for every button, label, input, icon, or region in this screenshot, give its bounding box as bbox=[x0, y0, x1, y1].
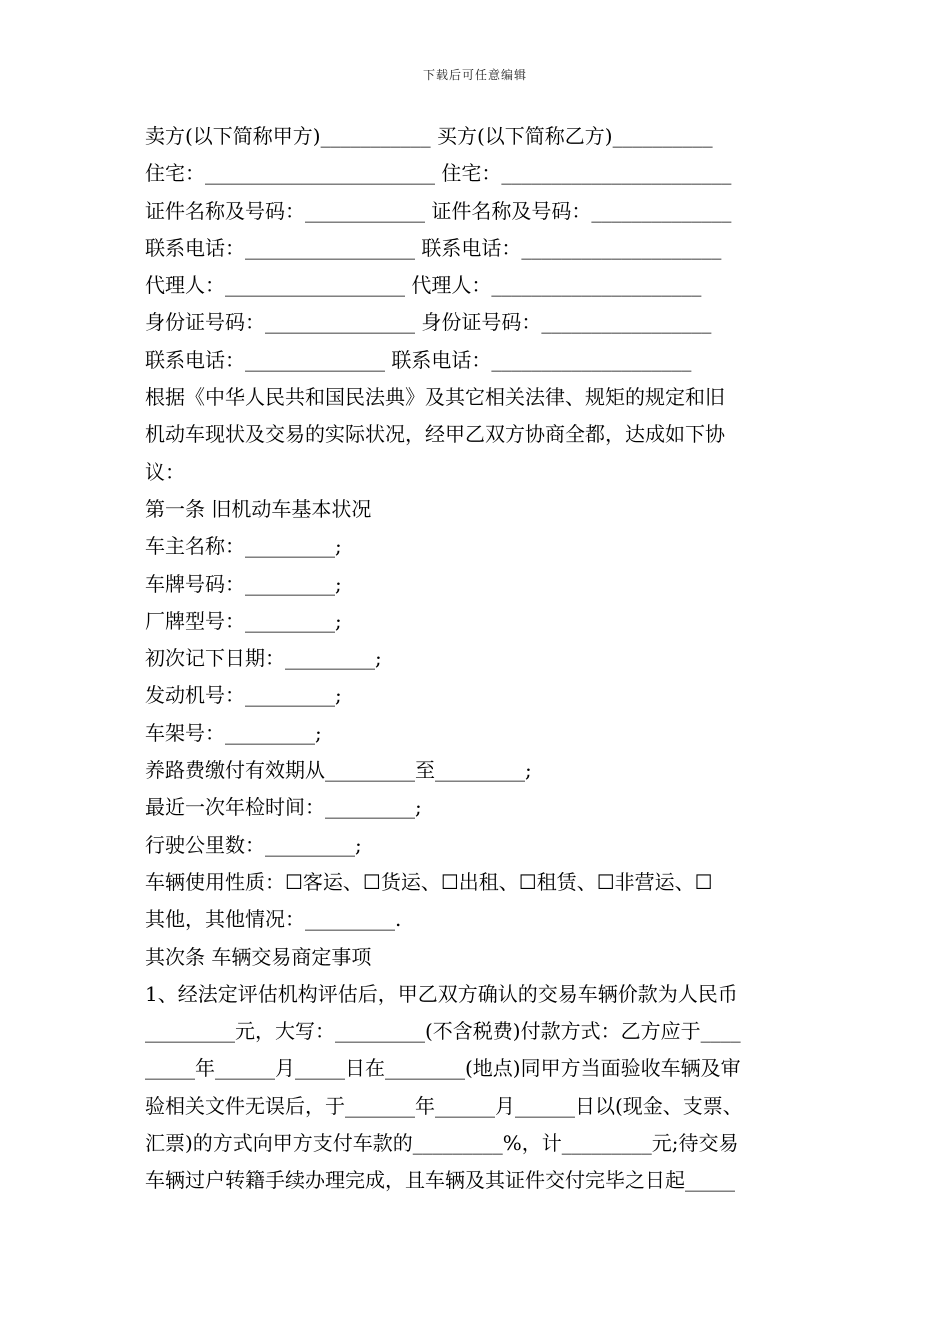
download-note: 下载后可任意编辑 bbox=[422, 68, 527, 82]
frame-number-field: 车架号：_________; bbox=[145, 720, 322, 745]
mileage-field: 行驶公里数：_________; bbox=[145, 832, 362, 857]
usage-type-line-2: 其他，其他情况：_________. bbox=[145, 907, 402, 932]
residence-line: 住宅：_______________________ 住宅：_______________________ bbox=[145, 161, 732, 186]
plate-number-field: 车牌号码：_________; bbox=[145, 571, 342, 596]
clause-1-line-6: 车辆过户转籍手续办理完成，且车辆及其证件交付完毕之日起_____ bbox=[145, 1168, 735, 1193]
owner-name-field: 车主名称：_________; bbox=[145, 534, 342, 559]
clause-1-line-5: 汇票)的方式向甲方支付车款的_________%，计_________元;待交易 bbox=[145, 1131, 739, 1156]
clause-1-line-1: 1、经法定评估机构评估后，甲乙双方确认的交易车辆价款为人民币 bbox=[145, 981, 738, 1006]
party-names-line: 卖方(以下简称甲方)___________ 买方(以下简称乙方)__________ bbox=[145, 124, 713, 148]
article-1-heading: 第一条 旧机动车基本状况 bbox=[145, 496, 372, 521]
agent-phone-line: 联系电话：______________ 联系电话：____________________ bbox=[145, 347, 692, 372]
registration-date-field: 初次记下日期：_________; bbox=[145, 646, 382, 671]
usage-type-line-1: 车辆使用性质：☐客运、☐货运、☐出租、☐租赁、☐非营运、☐ bbox=[145, 869, 713, 894]
road-fee-field: 养路费缴付有效期从_________至_________; bbox=[145, 758, 532, 783]
clause-1-line-2: _________元，大写：_________(不含税费)付款方式：乙方应于____ bbox=[145, 1019, 741, 1044]
agent-line: 代理人：__________________ 代理人：_____________________ bbox=[145, 273, 702, 298]
preamble-line-1: 根据《中华人民共和国民法典》及其它相关法律、规矩的规定和旧 bbox=[145, 385, 725, 410]
id-number-line: 身份证号码：_______________ 身份证号码：_________________ bbox=[145, 310, 712, 335]
id-document-line: 证件名称及号码：____________ 证件名称及号码：______________ bbox=[145, 198, 732, 223]
inspection-date-field: 最近一次年检时间：_________; bbox=[145, 795, 422, 820]
preamble-line-3: 议： bbox=[145, 459, 185, 484]
phone-line: 联系电话：_________________ 联系电话：____________________ bbox=[145, 235, 722, 260]
engine-number-field: 发动机号：_________; bbox=[145, 683, 342, 708]
article-2-heading: 其次条 车辆交易商定事项 bbox=[145, 944, 372, 969]
preamble-line-2: 机动车现状及交易的实际状况，经甲乙双方协商全都，达成如下协 bbox=[145, 422, 725, 447]
model-field: 厂牌型号：_________; bbox=[145, 608, 342, 633]
clause-1-line-4: 验相关文件无误后，于_______年______月______日以(现金、支票、 bbox=[145, 1093, 743, 1118]
clause-1-line-3: _____年______月_____日在________(地点)同甲方当面验收车辆及审 bbox=[145, 1056, 741, 1081]
contract-body bbox=[145, 118, 810, 1200]
